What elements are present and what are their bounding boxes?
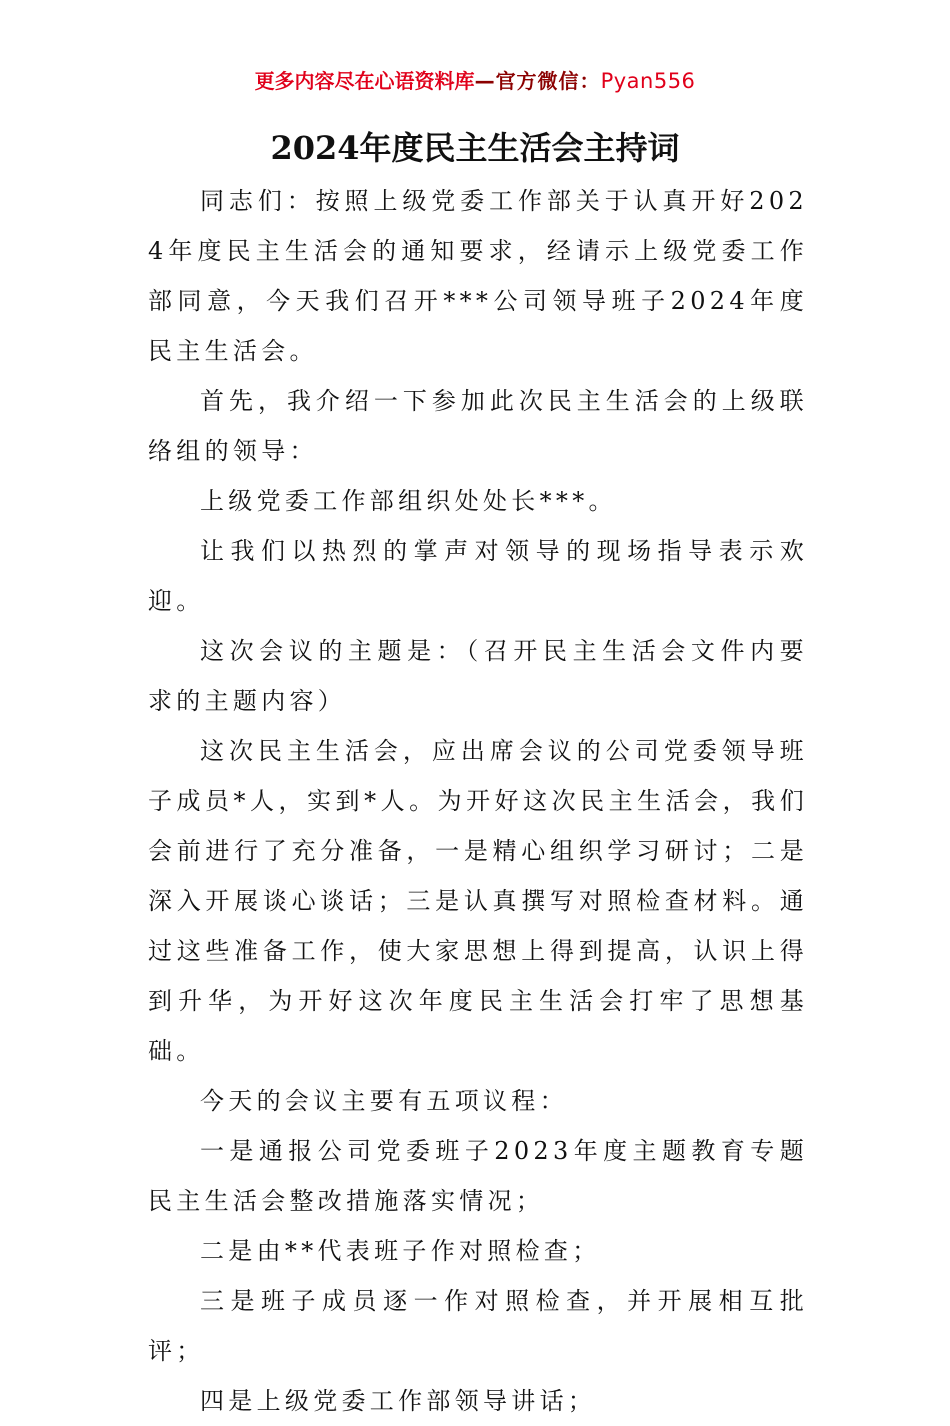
paragraph-agenda-item-2: 二是由**代表班子作对照检查； [200, 1237, 601, 1265]
promo-wechat-label: —官方微信： [474, 69, 601, 93]
promo-text: 更多内容尽在心语资料库 [254, 69, 475, 93]
paragraph-welcome: 让我们以热烈的掌声对领导的现场指导表示欢迎。 [148, 537, 808, 615]
paragraph-agenda-item-4: 四是上级党委工作部领导讲话； [200, 1387, 597, 1415]
document-title: 2024年度民主生活会主持词 [270, 129, 680, 167]
promo-wechat-id: Pyan556 [600, 69, 696, 93]
paragraph-agenda-item-3: 三是班子成员逐一作对照检查，并开展相互批评； [148, 1287, 808, 1365]
paragraph-attendance: 这次民主生活会，应出席会议的公司党委领导班子成员*人，实到*人。为开好这次民主生活会，我们会前进行了充分准备，一是精心组织学习研讨；二是深入开展谈心谈话；三是认真撰写对照检查材料。通过这些准备工作，使大家思想上得到提高，认识上得到升华，为开好这次年度民主生活会打牢了思想基础。 [148, 737, 808, 1065]
paragraph-opening: 同志们：按照上级党委工作部关于认真开好2024年度民主生活会的通知要求，经请示上级党委工作部同意，今天我们召开***公司领导班子2024年度民主生活会。 [148, 187, 808, 365]
paragraph-agenda-item-1: 一是通报公司党委班子2023年度主题教育专题民主生活会整改措施落实情况； [148, 1137, 808, 1215]
document-body [148, 176, 808, 1426]
paragraph-leader-name: 上级党委工作部组织处处长***。 [200, 487, 617, 515]
paragraph-agenda-intro: 今天的会议主要有五项议程： [200, 1087, 568, 1115]
paragraph-intro-leaders: 首先，我介绍一下参加此次民主生活会的上级联络组的领导： [148, 387, 808, 465]
paragraph-theme: 这次会议的主题是：（召开民主生活会文件内要求的主题内容） [148, 637, 808, 715]
promo-header [0, 66, 950, 96]
